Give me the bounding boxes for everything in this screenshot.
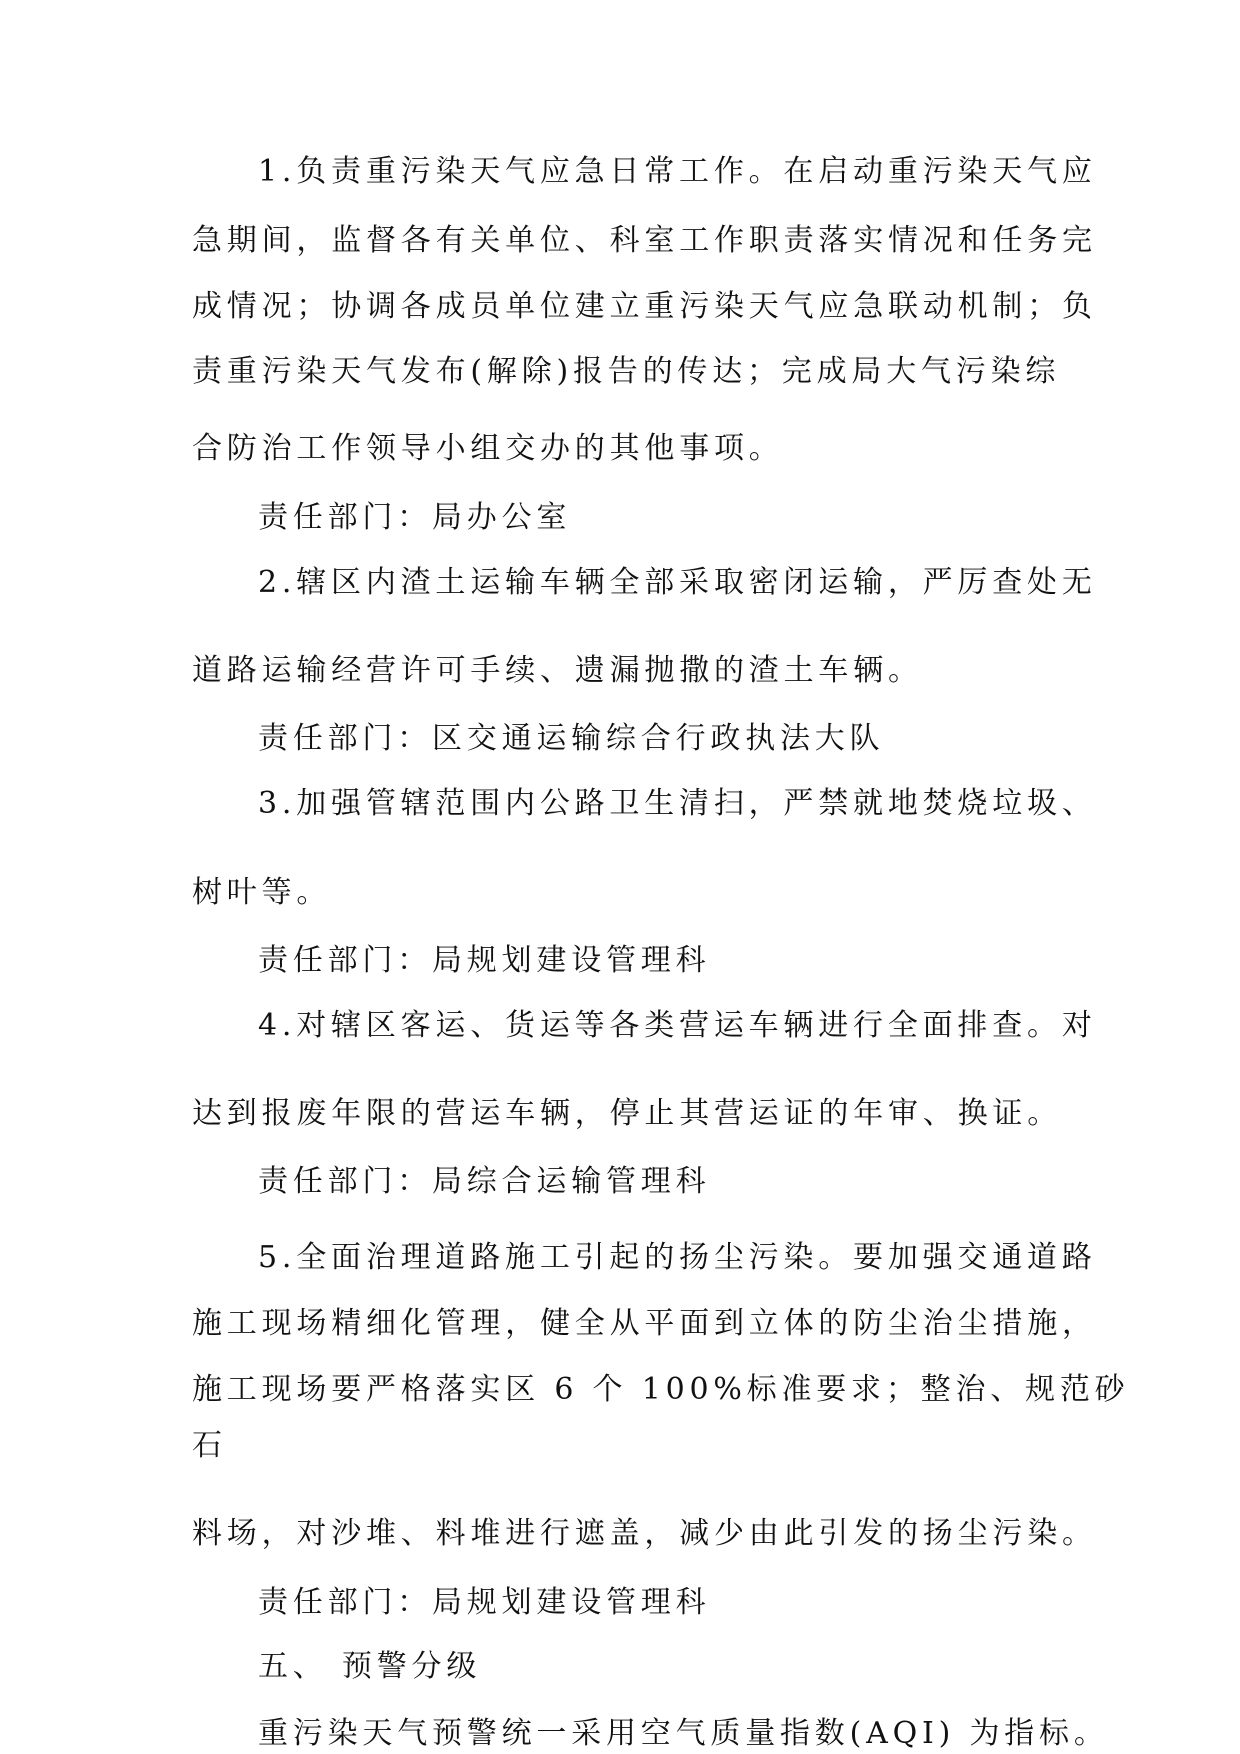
item-4-line-2: 达到报废年限的营运车辆，停止其营运证的年审、换证。: [192, 1096, 1062, 1131]
item-5-line-5: 料场，对沙堆、料堆进行遮盖，减少由此引发的扬尘污染。: [192, 1516, 1097, 1551]
responsible-dept-3: 责任部门：局规划建设管理科: [258, 943, 711, 978]
item-5-line-4: 石: [192, 1428, 227, 1463]
item-2-line-2: 道路运输经营许可手续、遗漏抛撒的渣土车辆。: [192, 653, 923, 688]
responsible-dept-4: 责任部门：局综合运输管理科: [258, 1164, 711, 1199]
section-heading-warning-levels: 五、 预警分级: [258, 1649, 482, 1684]
item-1-line-1: 1.负责重污染天气应急日常工作。在启动重污染天气应: [258, 154, 1097, 189]
item-5-line-1: 5.全面治理道路施工引起的扬尘污染。要加强交通道路: [258, 1240, 1097, 1275]
item-4-line-1: 4.对辖区客运、货运等各类营运车辆进行全面排查。对: [258, 1008, 1097, 1043]
responsible-dept-5: 责任部门：局规划建设管理科: [258, 1585, 711, 1620]
item-1-line-4: 责重污染天气发布(解除)报告的传达；完成局大气污染综: [192, 354, 1061, 389]
item-1-line-3: 成情况；协调各成员单位建立重污染天气应急联动机制；负: [192, 289, 1097, 324]
item-5-line-3: 施工现场要严格落实区 6 个 100%标准要求；整治、规范砂: [192, 1372, 1130, 1407]
item-3-line-1: 3.加强管辖范围内公路卫生清扫，严禁就地焚烧垃圾、: [258, 786, 1097, 821]
item-3-line-2: 树叶等。: [192, 875, 332, 910]
item-1-line-5: 合防治工作领导小组交办的其他事项。: [192, 431, 784, 466]
responsible-dept-1: 责任部门：局办公室: [258, 500, 572, 535]
item-5-line-2: 施工现场精细化管理，健全从平面到立体的防尘治尘措施，: [192, 1306, 1097, 1341]
aqi-indicator-paragraph: 重污染天气预警统一采用空气质量指数(AQI) 为指标。: [258, 1716, 1109, 1751]
item-1-line-2: 急期间，监督各有关单位、科室工作职责落实情况和任务完: [192, 223, 1097, 258]
item-2-line-1: 2.辖区内渣土运输车辆全部采取密闭运输，严厉查处无: [258, 565, 1097, 600]
responsible-dept-2: 责任部门：区交通运输综合行政执法大队: [258, 721, 885, 756]
